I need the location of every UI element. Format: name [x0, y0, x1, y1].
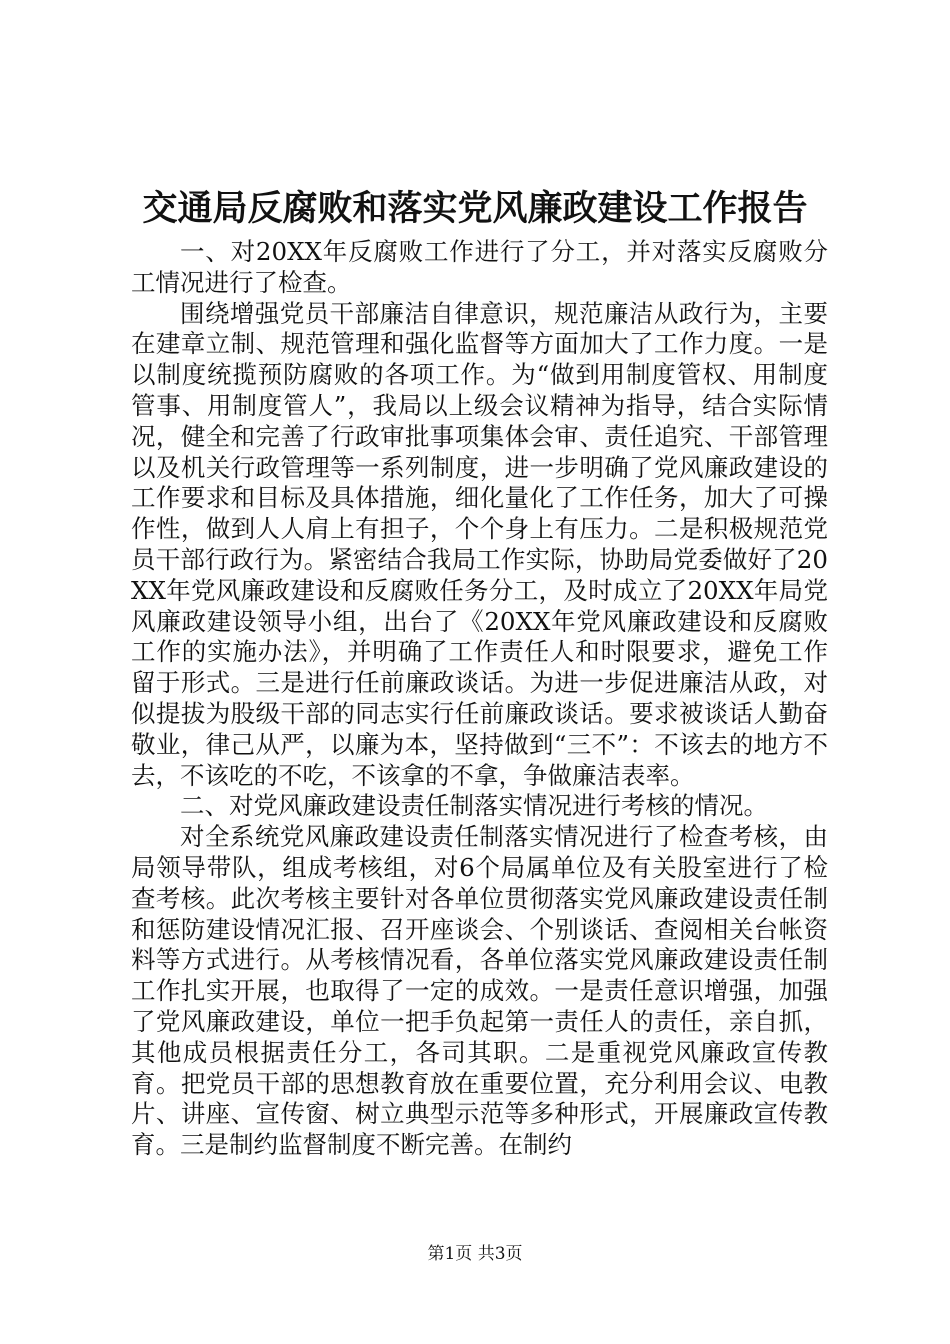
paragraph-1: 一、对20XX年反腐败工作进行了分工，并对落实反腐败分工情况进行了检查。 [131, 237, 828, 297]
page-footer: 第1页 共3页 [427, 1244, 523, 1264]
document-body [131, 237, 828, 1161]
document-title: 交通局反腐败和落实党风廉政建设工作报告 [142, 188, 808, 229]
paragraph-3: 二、对党风廉政建设责任制落实情况进行考核的情况。 [180, 791, 768, 821]
paragraph-4: 对全系统党风廉政建设责任制落实情况进行了检查考核，由局领导带队，组成考核组，对6个局属单位及有关股室进行了检查考核。此次考核主要针对各单位贯彻落实党风廉政建设责任制和惩防建设情况汇报、召开座谈会、个别谈话、查阅相关台帐资料等方式进行。从考核情况看，各单位落实党风廉政建设责任制工作扎实开展，也取得了一定的成效。一是责任意识增强，加强了党风廉政建设，单位一把手负起第一责任人的责任，亲自抓，其他成员根据责任分工，各司其职。二是重视党风廉政宣传教育。把党员干部的思想教育放在重要位置，充分利用会议、电教片、讲座、宣传窗、树立典型示范等多种形式，开展廉政宣传教育。三是制约监督制度不断完善。在制约 [131, 822, 828, 1160]
paragraph-2: 围绕增强党员干部廉洁自律意识，规范廉洁从政行为，主要在建章立制、规范管理和强化监督等方面加大了工作力度。一是以制度统揽预防腐败的各项工作。为“做到用制度管权、用制度管事、用制度管人”，我局以上级会议精神为指导，结合实际情况，健全和完善了行政审批事项集体会审、责任追究、干部管理以及机关行政管理等一系列制度，进一步明确了党风廉政建设的工作要求和目标及具体措施，细化量化了工作任务，加大了可操作性，做到人人肩上有担子，个个身上有压力。二是积极规范党员干部行政行为。紧密结合我局工作实际，协助局党委做好了20XX年党风廉政建设和反腐败任务分工，及时成立了20XX年局党风廉政建设领导小组，出台了《20XX年党风廉政建设和反腐败工作的实施办法》，并明确了工作责任人和时限要求，避免工作留于形式。三是进行任前廉政谈话。为进一步促进廉洁从政，对似提拔为股级干部的同志实行任前廉政谈话。要求被谈话人勤奋敬业，律己从严，以廉为本，坚持做到“三不”：不该去的地方不去，不该吃的不吃，不该拿的不拿，争做廉洁表率。 [131, 298, 828, 790]
